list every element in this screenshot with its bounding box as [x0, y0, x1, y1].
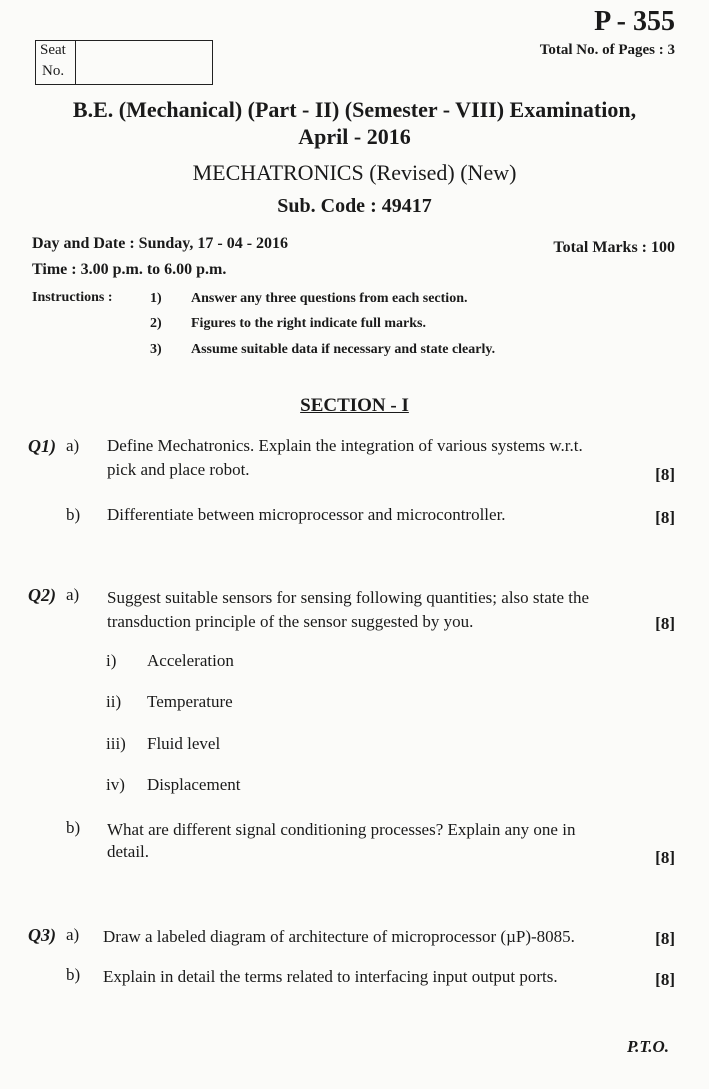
- question-text: detail.: [107, 842, 150, 861]
- question-part-label: b): [66, 965, 81, 984]
- question-number: Q1): [28, 436, 56, 456]
- question-text: pick and place robot.: [107, 460, 250, 479]
- instructions-label: Instructions :: [32, 290, 113, 305]
- question-part-label: b): [66, 505, 81, 524]
- day-and-date: Day and Date : Sunday, 17 - 04 - 2016: [32, 235, 289, 252]
- instruction-number: 3): [150, 342, 162, 357]
- question-text: Draw a labeled diagram of architecture of microprocessor (µP)-8085.: [103, 927, 575, 946]
- exam-date: April - 2016: [298, 124, 411, 149]
- question-part-label: a): [66, 925, 80, 944]
- sub-item-number: i): [106, 651, 117, 670]
- question-text: Define Mechatronics. Explain the integration of various systems w.r.t.: [107, 436, 583, 455]
- instruction-number: 2): [150, 316, 162, 331]
- page-turn-over: P.T.O.: [626, 1037, 669, 1056]
- seat-label-cell: [36, 41, 76, 84]
- question-number: Q2): [28, 585, 56, 605]
- marks: [8]: [655, 929, 675, 948]
- sub-item-text: Temperature: [147, 692, 233, 711]
- exam-time: Time : 3.00 p.m. to 6.00 p.m.: [32, 261, 227, 278]
- question-text: transduction principle of the sensor suggested by you.: [107, 612, 474, 631]
- question-text: Suggest suitable sensors for sensing following quantities; also state the: [107, 588, 590, 607]
- sub-item-text: Acceleration: [147, 651, 234, 670]
- total-pages: Total No. of Pages : 3: [539, 42, 675, 58]
- sub-item-number: iii): [106, 734, 126, 753]
- question-text: Explain in detail the terms related to interfacing input output ports.: [103, 967, 558, 986]
- exam-title: B.E. (Mechanical) (Part - II) (Semester - VIII) Examination,: [72, 97, 637, 122]
- sub-item-text: Fluid level: [147, 734, 221, 753]
- marks: [8]: [655, 614, 675, 633]
- marks: [8]: [655, 508, 675, 527]
- subject-code: Sub. Code : 49417: [277, 195, 432, 217]
- marks: [8]: [655, 848, 675, 867]
- seat-label: Seat: [40, 42, 66, 58]
- question-part-label: a): [66, 585, 80, 604]
- section-title: SECTION - I: [300, 395, 409, 416]
- question-text: What are different signal conditioning processes? Explain any one in: [107, 820, 576, 839]
- question-part-label: a): [66, 436, 80, 455]
- subject-title: MECHATRONICS (Revised) (New): [192, 160, 517, 185]
- marks: [8]: [655, 465, 675, 484]
- sub-item-number: ii): [106, 692, 122, 711]
- marks: [8]: [655, 970, 675, 989]
- paper-code: P - 355: [594, 6, 675, 37]
- question-text: Differentiate between microprocessor and microcontroller.: [107, 505, 506, 524]
- question-part-label: b): [66, 818, 81, 837]
- instruction-text: Assume suitable data if necessary and state clearly.: [191, 342, 496, 357]
- total-marks: Total Marks : 100: [553, 239, 675, 256]
- sub-item-number: iv): [106, 775, 125, 794]
- sub-item-text: Displacement: [147, 775, 241, 794]
- seat-number-box: [35, 40, 213, 85]
- seat-label-no: No.: [42, 63, 65, 79]
- instruction-number: 1): [150, 291, 162, 306]
- instruction-text: Figures to the right indicate full marks.: [191, 316, 427, 331]
- instruction-text: Answer any three questions from each section.: [191, 291, 468, 306]
- question-number: Q3): [28, 925, 56, 945]
